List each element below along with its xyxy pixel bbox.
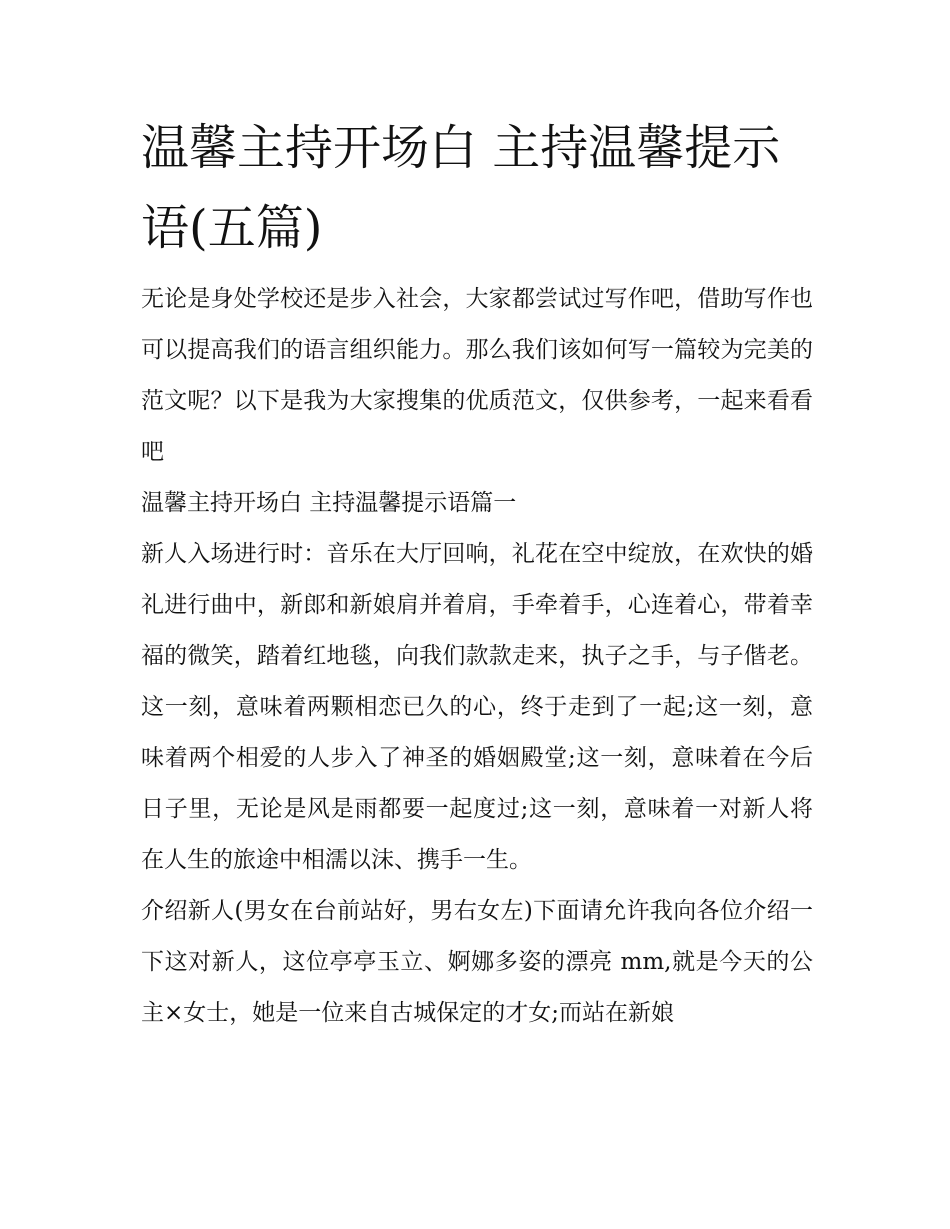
document-page <box>141 108 813 1039</box>
body-paragraph: 新人入场进行时：音乐在大厅回响，礼花在空中绽放，在欢快的婚礼进行曲中，新郎和新娘肩并着肩，手牵着手，心连着心，带着幸福的微笑，踏着红地毯，向我们款款走来，执子之手，与子偕老。这一刻，意味着两颗相恋已久的心，终于走到了一起;这一刻，意味着两个相爱的人步入了神圣的婚姻殿堂;这一刻，意味着在今后日子里，无论是风是雨都要一起度过;这一刻，意味着一对新人将在人生的旅途中相濡以沫、携手一生。 <box>141 541 813 873</box>
intro-paragraph: 无论是身处学校还是步入社会，大家都尝试过写作吧，借助写作也可以提高我们的语言组织能力。那么我们该如何写一篇较为完美的范文呢？以下是我为大家搜集的优质范文，仅供参考，一起来看看吧 <box>141 286 813 465</box>
body-paragraph: 介绍新人(男女在台前站好，男右女左)下面请允许我向各位介绍一下这对新人，这位亭亭玉立、婀娜多姿的漂亮 mm,就是今天的公主×女士，她是一位来自古城保定的才女;而站在新娘 <box>141 898 813 1026</box>
section-heading: 温馨主持开场白 主持温馨提示语篇一 <box>141 490 517 516</box>
document-title: 温馨主持开场白 主持温馨提示语(五篇) <box>141 120 781 256</box>
